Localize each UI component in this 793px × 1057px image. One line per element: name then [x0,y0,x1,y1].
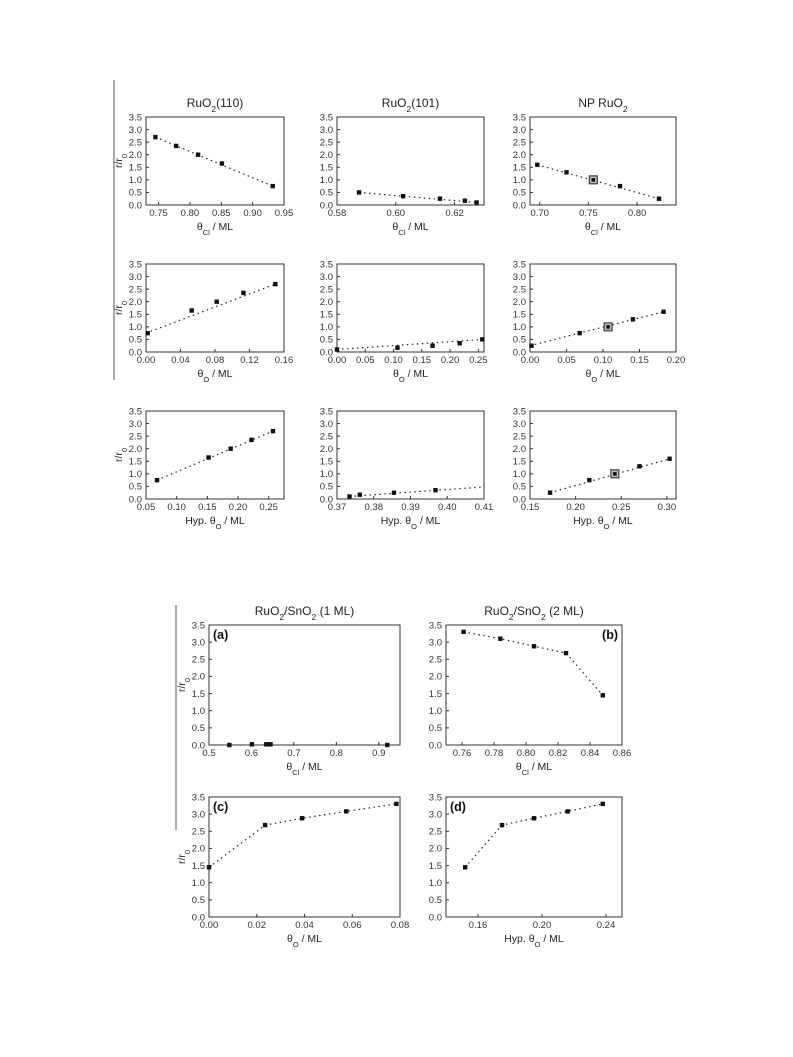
plot-frame [337,264,484,352]
fit-line [464,632,603,695]
y-tick-label: 1.0 [428,706,442,718]
data-point [385,743,389,747]
x-tick-label: 0.90 [243,208,262,219]
y-tick-label: 2.0 [128,150,142,162]
x-tick-label: 0.16 [468,920,488,931]
data-point [395,346,399,350]
chart-panel-2 [320,96,484,237]
x-tick-label: 0.00 [136,355,156,366]
x-tick-label: 0.20 [666,355,686,366]
y-tick-label: 0.5 [512,187,526,199]
y-axis-label: $r/r_0$ [176,677,192,693]
x-tick-label: 0.16 [274,355,294,366]
plot-frame [530,264,676,352]
y-tick-label: 3.5 [512,259,526,271]
plot-frame [146,264,284,352]
data-point [264,742,268,746]
data-point [457,341,461,345]
y-tick-label: 2.5 [512,284,526,296]
data-point [532,644,536,648]
y-tick-label: 1.0 [128,175,142,187]
x-tick-label: 0.20 [440,355,460,366]
y-tick-label: 0.5 [319,187,333,199]
x-tick-label: 0.30 [657,502,677,513]
data-point [271,184,275,188]
x-tick-label: 0.85 [212,208,231,219]
x-tick-label: 0.5 [202,748,216,759]
y-tick-label: 1.5 [128,309,142,321]
y-tick-label: 0.0 [512,347,526,359]
x-axis-label: $\theta_{Cl}$ / ML [584,221,622,237]
x-tick-label: 0.82 [548,748,568,759]
y-tick-label: 2.5 [128,431,142,443]
y-tick-label: 1.5 [128,162,142,174]
x-tick-label: 0.37 [327,502,347,513]
data-point [618,184,622,188]
x-tick-label: 0.15 [412,355,432,366]
y-tick-label: 2.0 [428,671,442,683]
data-point [228,447,232,451]
data-point [215,300,219,304]
x-tick-label: 0.10 [593,355,613,366]
highlighted-data-point-core [613,472,617,476]
x-axis-label: Hyp. $\theta_O$ / ML [185,515,245,531]
y-tick-label: 2.5 [428,826,442,838]
y-axis-label: $r/r_0$ [113,153,129,169]
x-tick-label: 0.15 [198,502,217,513]
x-tick-label: 0.78 [484,748,504,759]
y-axis-label: $r/r_0$ [113,447,129,463]
data-point [565,809,569,813]
y-tick-label: 2.5 [512,431,526,443]
y-tick-label: 0.5 [428,723,442,735]
y-tick-label: 0.0 [319,494,333,506]
y-tick-label: 3.5 [319,406,333,418]
y-tick-label: 2.5 [128,284,142,296]
y-tick-label: 1.0 [128,469,142,481]
y-tick-label: 1.0 [512,175,526,187]
data-point [190,308,194,312]
data-point [268,742,272,746]
y-tick-label: 0.5 [512,334,526,346]
y-tick-label: 0.5 [319,334,333,346]
y-tick-label: 1.0 [191,706,205,718]
data-point [430,344,434,348]
y-tick-label: 2.0 [191,843,205,855]
y-tick-label: 0.5 [128,334,142,346]
x-tick-label: 0.75 [149,208,168,219]
x-tick-label: 0.02 [247,920,266,931]
y-tick-label: 0.0 [512,494,526,506]
y-tick-label: 3.0 [128,271,142,283]
x-tick-label: 0.05 [356,355,375,366]
x-tick-label: 0.25 [259,502,278,513]
y-tick-label: 3.0 [428,637,442,649]
data-point [601,802,605,806]
panel-title: RuO$_2$(101) [381,96,440,114]
y-tick-label: 2.5 [319,284,333,296]
y-tick-label: 2.5 [191,826,205,838]
fit-line [530,312,664,346]
y-tick-label: 1.0 [512,469,526,481]
data-point [358,493,362,497]
y-tick-label: 1.5 [191,688,205,700]
data-point [498,637,502,641]
y-tick-label: 2.0 [512,444,526,456]
y-tick-label: 0.5 [319,481,333,493]
data-point [548,491,552,495]
y-tick-label: 1.0 [128,322,142,334]
y-tick-label: 2.0 [512,297,526,309]
y-tick-label: 0.0 [512,200,526,212]
y-tick-label: 2.0 [191,671,205,683]
data-point [174,144,178,148]
x-axis-label: Hyp. $\theta_O$ / ML [573,515,633,531]
x-tick-label: 0.62 [445,208,464,219]
plot-frame [530,117,676,205]
data-point [564,170,568,174]
fit-line [157,431,273,480]
y-tick-label: 2.5 [319,137,333,149]
x-tick-label: 0.15 [630,355,649,366]
y-tick-label: 1.0 [319,175,333,187]
x-tick-label: 0.6 [244,748,259,759]
y-tick-label: 0.5 [512,481,526,493]
y-tick-label: 3.5 [128,112,142,124]
plot-frame [209,625,400,745]
y-tick-label: 0.5 [128,187,142,199]
x-tick-label: 0.80 [627,208,647,219]
x-tick-label: 0.25 [469,355,488,366]
fit-line [465,804,603,867]
y-tick-label: 3.5 [128,259,142,271]
data-point [500,823,504,827]
y-tick-label: 3.5 [191,792,205,804]
data-point [394,802,398,806]
data-point [433,488,437,492]
data-point [155,478,159,482]
data-point [392,491,396,495]
fit-line [209,804,396,867]
y-tick-label: 1.5 [319,162,333,174]
data-point [601,693,605,697]
y-tick-label: 0.0 [428,740,442,752]
panel-tag: (b) [602,628,618,642]
y-tick-label: 1.5 [512,309,526,321]
y-tick-label: 3.0 [319,271,333,283]
data-point [153,135,157,139]
chart-panel-12 [176,792,409,948]
data-point [637,464,641,468]
data-point [335,347,339,351]
y-tick-label: 3.0 [512,271,526,283]
x-tick-label: 0.80 [180,208,200,219]
x-tick-label: 0.15 [520,502,540,513]
x-axis-label: $\theta_O$ / ML [286,933,323,949]
data-point [463,865,467,869]
x-tick-label: 0.80 [516,748,536,759]
x-tick-label: 0.20 [228,502,248,513]
x-tick-label: 0.08 [205,355,225,366]
x-tick-label: 0.00 [520,355,540,366]
panel-tag: (c) [213,800,229,814]
y-axis-label: $r/r_0$ [176,849,192,865]
y-tick-label: 1.0 [319,469,333,481]
y-tick-label: 3.5 [319,112,333,124]
x-tick-label: 0.10 [167,502,186,513]
y-tick-label: 3.5 [512,406,526,418]
x-tick-label: 0.39 [401,502,420,513]
data-point [438,197,442,201]
x-axis-label: Hyp. $\theta_O$ / ML [380,515,441,531]
plot-frame [146,117,284,205]
data-point [207,865,211,869]
data-point [227,743,231,747]
data-point [241,291,245,295]
y-tick-label: 1.5 [319,309,333,321]
x-tick-label: 0.8 [329,748,343,759]
y-tick-label: 0.0 [319,200,333,212]
plot-frame [446,797,622,917]
y-tick-label: 3.5 [512,112,526,124]
x-tick-label: 0.76 [452,748,472,759]
y-tick-label: 3.5 [428,620,442,632]
x-tick-label: 0.04 [171,355,190,366]
y-tick-label: 2.5 [319,431,333,443]
chart-panel-1 [113,96,293,237]
y-tick-label: 1.5 [191,860,205,872]
y-tick-label: 0.0 [191,912,205,924]
plot-frame [209,797,400,917]
y-tick-label: 3.0 [319,124,333,136]
data-point [661,310,665,314]
y-tick-label: 2.0 [512,150,526,162]
chart-panel-8 [320,406,493,530]
data-point [667,457,671,461]
panel-tag: (d) [450,800,466,814]
x-tick-label: 0.38 [364,502,383,513]
x-axis-label: $\theta_{Cl}$ / ML [515,761,553,777]
y-tick-label: 1.5 [512,456,526,468]
chart-panel-9 [513,406,676,530]
y-tick-label: 3.0 [319,418,333,430]
data-point [357,190,361,194]
x-tick-label: 0.75 [579,208,598,219]
fit-line [537,165,659,199]
x-axis-label: $\theta_{Cl}$ / ML [286,761,323,777]
x-tick-label: 0.04 [295,920,314,931]
x-tick-label: 0.60 [386,208,406,219]
x-tick-label: 0.10 [384,355,403,366]
data-point [657,197,661,201]
chart-panel-4 [113,259,293,383]
y-tick-label: 3.0 [428,809,442,821]
x-tick-label: 0.20 [532,920,552,931]
x-axis-label: $\theta_O$ / ML [392,368,429,384]
chart-panel-7 [113,406,284,530]
fit-line [155,137,272,186]
y-tick-label: 3.0 [512,124,526,136]
data-point [273,282,277,286]
y-tick-label: 3.5 [128,406,142,418]
x-tick-label: 0.95 [274,208,294,219]
x-axis-label: $\theta_O$ / ML [197,368,233,384]
plot-frame [146,411,284,499]
y-tick-label: 0.0 [428,912,442,924]
y-tick-label: 3.5 [319,259,333,271]
y-axis-label: $r/r_0$ [113,300,129,316]
y-tick-label: 2.0 [128,444,142,456]
x-axis-label: $\theta_O$ / ML [585,368,621,384]
x-tick-label: 0.06 [343,920,362,931]
y-tick-label: 1.5 [128,456,142,468]
x-tick-label: 0.08 [390,920,410,931]
data-point [529,344,533,348]
data-point [461,630,465,634]
y-tick-label: 1.0 [319,322,333,334]
fit-line [350,487,485,497]
x-tick-label: 0.7 [287,748,301,759]
y-tick-label: 3.0 [191,809,205,821]
x-tick-label: 0.12 [240,355,259,366]
x-tick-label: 0.84 [580,748,600,759]
y-tick-label: 0.5 [128,481,142,493]
data-point [249,438,253,442]
panel-title: RuO$_2$/SnO$_2$ (1 ML) [254,604,355,622]
y-tick-label: 0.5 [428,895,442,907]
y-tick-label: 0.0 [191,740,205,752]
x-axis-label: Hyp. $\theta_O$ / ML [504,933,564,949]
data-point [577,331,581,335]
y-tick-label: 0.5 [191,895,205,907]
y-tick-label: 1.0 [191,878,205,890]
y-tick-label: 3.0 [128,418,142,430]
y-tick-label: 2.5 [191,654,205,666]
x-tick-label: 0.00 [199,920,219,931]
y-tick-label: 2.5 [128,137,142,149]
data-point [347,494,351,498]
y-tick-label: 2.0 [128,297,142,309]
y-tick-label: 3.0 [512,418,526,430]
chart-panel-3 [513,96,676,237]
y-tick-label: 1.0 [512,322,526,334]
highlighted-data-point-core [606,325,610,329]
data-point [535,163,539,167]
data-point [146,331,150,335]
plot-frame [337,411,484,499]
y-tick-label: 0.0 [128,347,142,359]
chart-panel-6 [513,259,685,383]
x-tick-label: 0.70 [530,208,549,219]
y-tick-label: 3.5 [428,792,442,804]
x-tick-label: 0.05 [136,502,156,513]
x-tick-label: 0.05 [557,355,576,366]
x-tick-label: 0.40 [438,502,457,513]
y-tick-label: 2.5 [512,137,526,149]
fit-line [550,459,670,493]
data-point [196,153,200,157]
y-tick-label: 1.5 [428,860,442,872]
plot-frame [446,625,622,745]
y-tick-label: 1.5 [319,456,333,468]
plot-frame [530,411,676,499]
y-tick-label: 2.0 [319,297,333,309]
x-tick-label: 0.00 [327,355,347,366]
highlighted-data-point-core [591,178,595,182]
y-tick-label: 0.0 [319,347,333,359]
data-point [220,161,224,165]
x-tick-label: 0.9 [372,748,386,759]
y-tick-label: 1.5 [512,162,526,174]
data-point [271,429,275,433]
chart-panel-13 [429,792,622,948]
chart-panel-10 [176,604,400,777]
y-tick-label: 1.0 [428,878,442,890]
x-tick-label: 0.58 [327,208,347,219]
panel-title: RuO$_2$(110) [186,96,244,114]
data-point [480,337,484,341]
panel-title: NP RuO$_2$ [578,96,628,114]
y-tick-label: 2.0 [319,444,333,456]
data-point [564,651,568,655]
chart-panel-11 [429,604,631,777]
data-point [344,809,348,813]
panel-tag: (a) [213,628,229,642]
y-tick-label: 3.0 [128,124,142,136]
data-point [463,199,467,203]
y-tick-label: 0.0 [128,200,142,212]
y-tick-label: 1.5 [428,688,442,700]
fit-line [359,192,477,202]
x-axis-label: $\theta_{Cl}$ / ML [392,221,429,237]
fit-line [146,284,275,333]
x-tick-label: 0.41 [474,502,494,513]
x-tick-label: 0.86 [612,748,632,759]
data-point [263,823,267,827]
data-point [401,194,405,198]
panel-title: RuO$_2$/SnO$_2$ (2 ML) [484,604,584,622]
data-point [532,816,536,820]
y-tick-label: 3.0 [191,637,205,649]
x-tick-label: 0.24 [596,920,616,931]
x-axis-label: $\theta_{Cl}$ / ML [196,221,234,237]
x-tick-label: 0.25 [612,502,631,513]
y-tick-label: 0.5 [191,723,205,735]
chart-panel-5 [320,259,488,383]
data-point [300,816,304,820]
data-point [250,742,254,746]
y-tick-label: 0.0 [128,494,142,506]
y-tick-label: 2.0 [428,843,442,855]
data-point [474,200,478,204]
y-tick-label: 2.5 [428,654,442,666]
y-tick-label: 3.5 [191,620,205,632]
data-point [631,317,635,321]
data-point [587,478,591,482]
data-point [206,455,210,459]
x-tick-label: 0.20 [566,502,585,513]
y-tick-label: 2.0 [319,150,333,162]
